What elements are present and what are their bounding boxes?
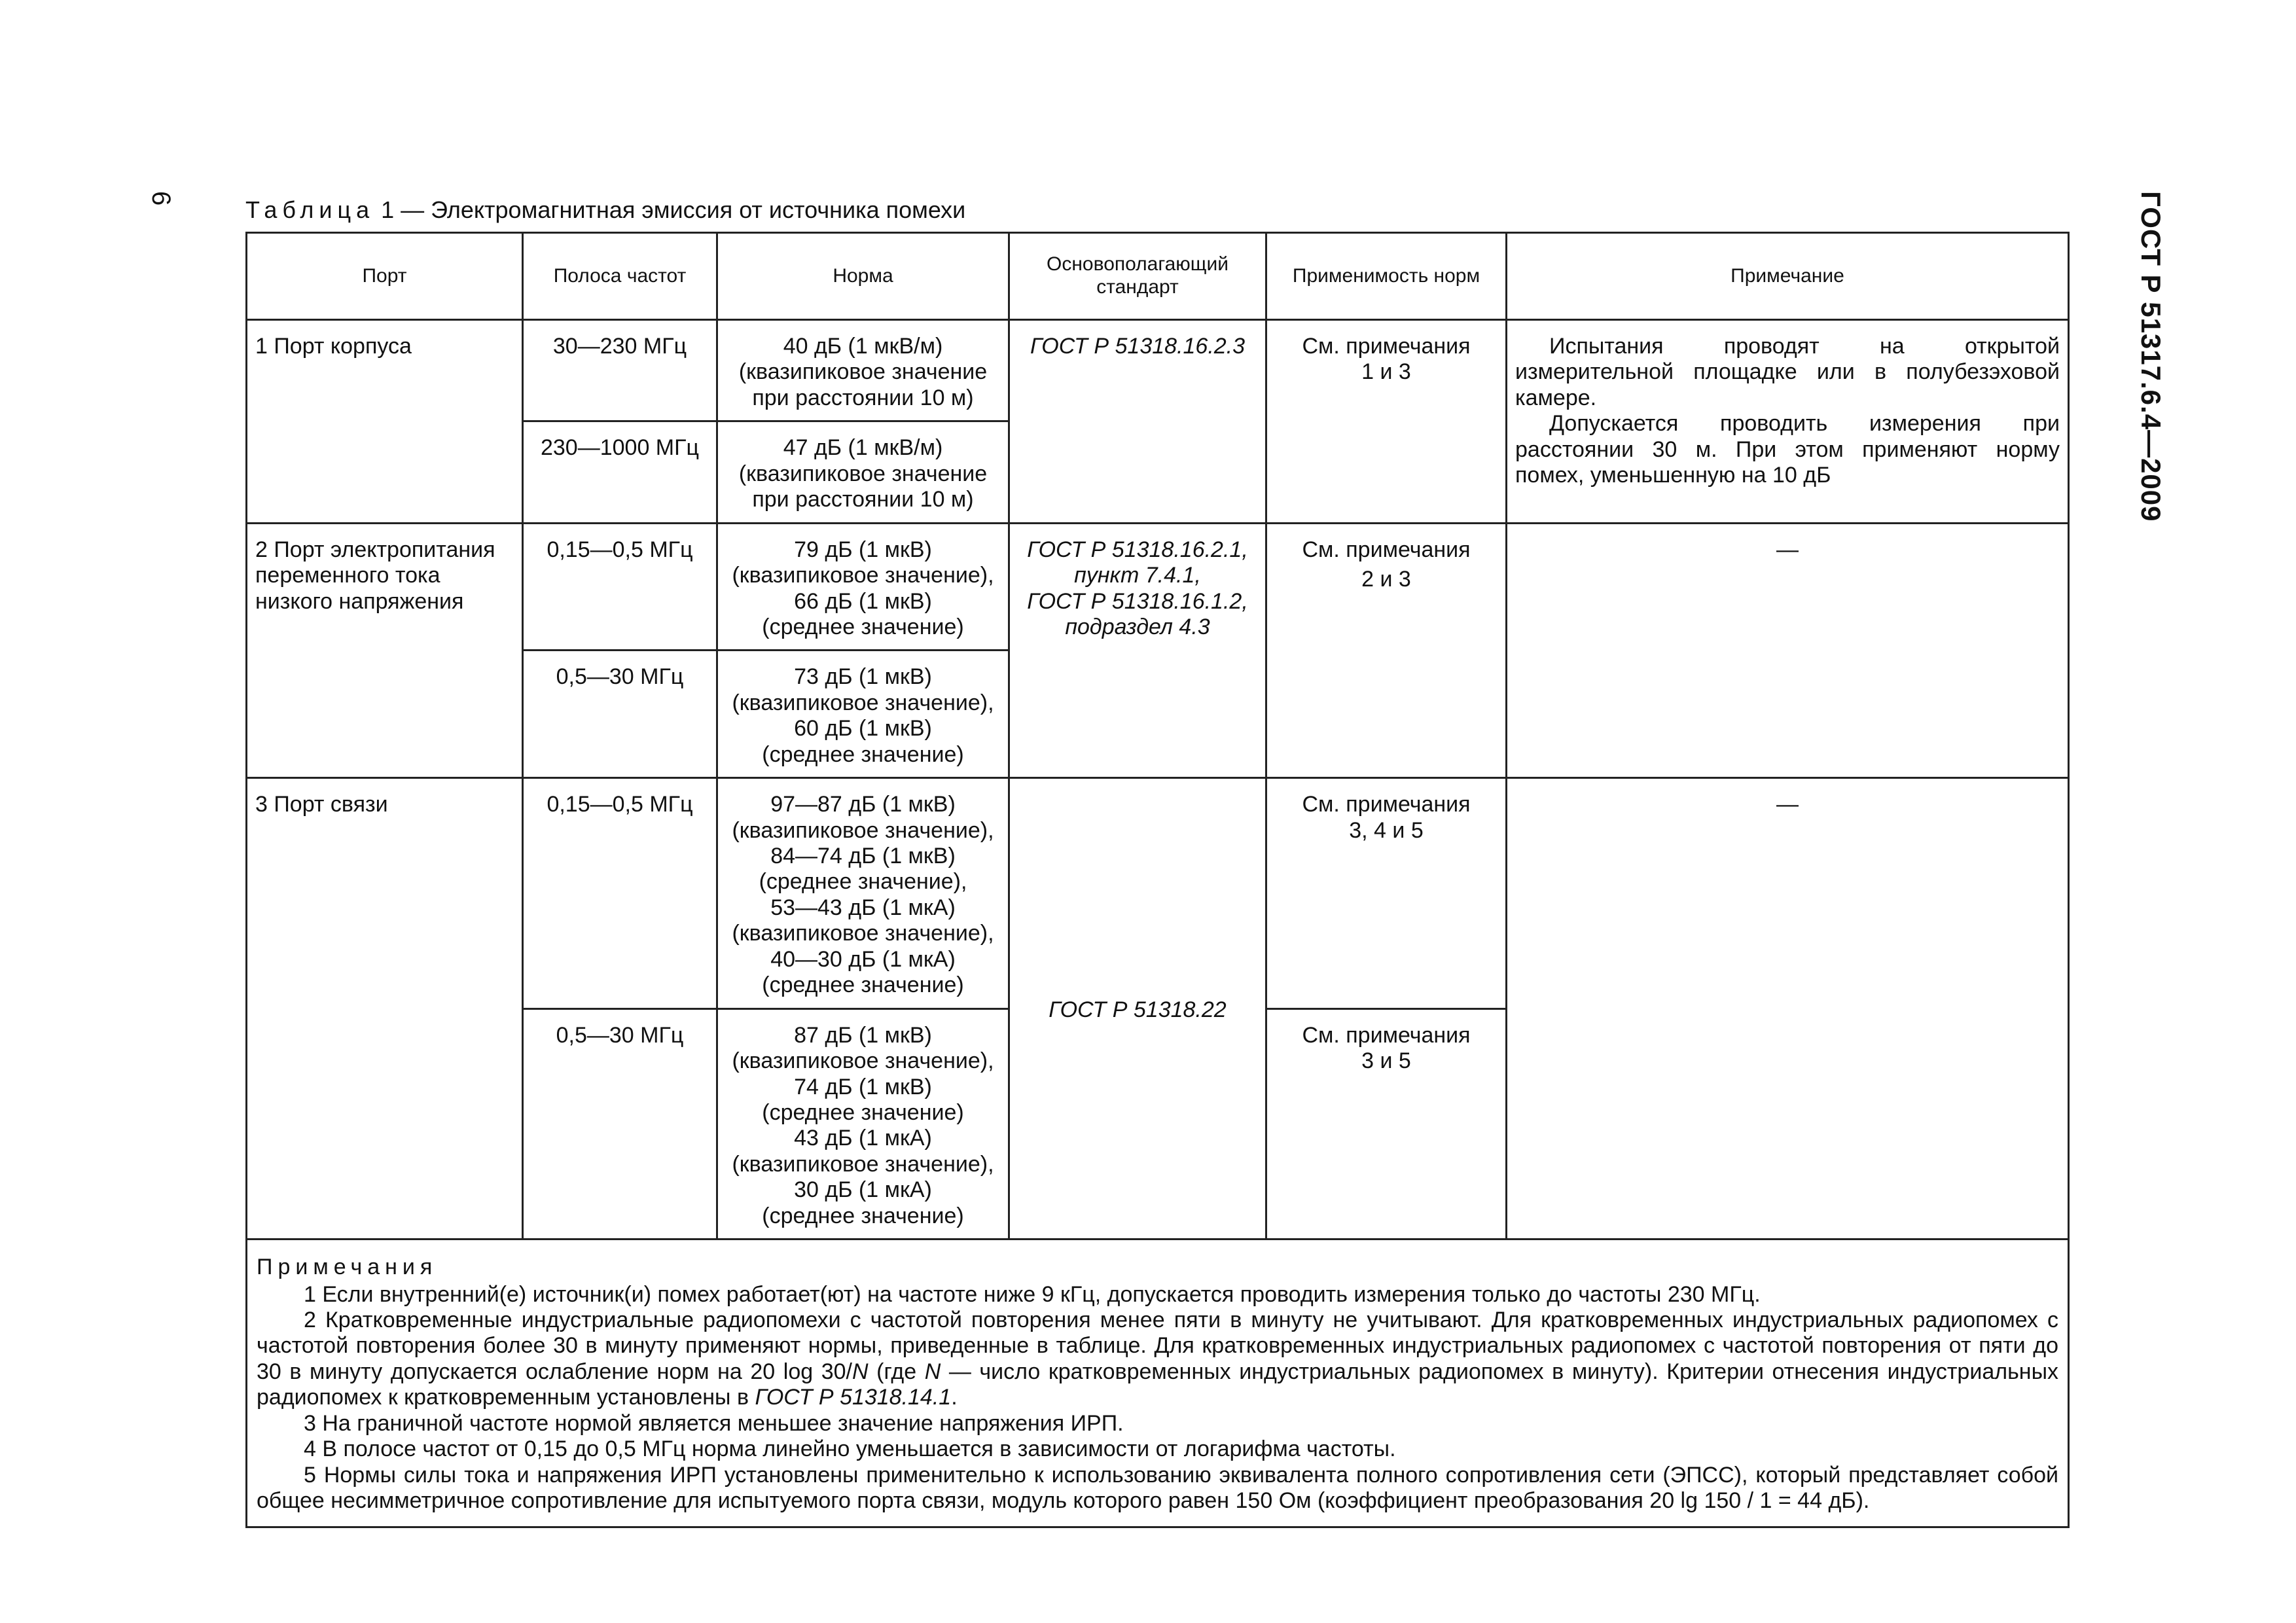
- cell-norm: 47 дБ (1 мкВ/м) (квазипиковое значение при расстоянии 10 м): [717, 421, 1009, 523]
- cell-norm: 73 дБ (1 мкВ) (квазипиковое значение), 60 дБ (1 мкВ) (среднее значение): [717, 651, 1009, 778]
- note-3: 3 На граничной частоте нормой является меньшее значение напряжения ИРП.: [304, 1410, 1124, 1436]
- notes-row: [247, 1240, 2069, 1527]
- cell-standard: ГОСТ Р 51318.16.2.3: [1009, 320, 1266, 524]
- notes-block: [247, 1240, 2069, 1527]
- header-applicability: Применимость норм: [1266, 233, 1507, 320]
- header-norm: Норма: [717, 233, 1009, 320]
- note-5: 5 Нормы силы тока и напряжения ИРП установлены применительно к использованию эквивалента полного сопротивления сети (ЭПСС), который представляет собой общее несимметричное сопротивление для испытуемого порта связи, модуль которого равен 150 Ом (коэффициент преобразования 20 lg 150 / 1 = 44 дБ).: [257, 1462, 2058, 1514]
- caption-text: 1 — Электромагнитная эмиссия от источника помехи: [374, 196, 966, 223]
- caption-word: Таблица: [245, 196, 375, 223]
- cell-band: 230—1000 МГц: [523, 421, 717, 523]
- header-band: Полоса частот: [523, 233, 717, 320]
- note-2: 2 Кратковременные индустриальные радиопомехи с частотой повторения менее пяти в минуту не учитывают. Для кратковременных индустриальных радиопомех с частотой повторения более 30 в минуту применяют нормы, приведенные в таблице. Для кратковременных индустриальных радиопомех с частотой повторения от пяти до 30 в минуту допускается ослабление норм на 20 log 30/N (где N — число кратковременных индустриальных радиопомех в минуту). Критерии отнесения индустриальных радиопомех к кратковременным установлены в ГОСТ Р 51318.14.1.: [257, 1308, 2059, 1410]
- table-caption: [245, 196, 965, 224]
- notes-title: Примечания: [257, 1255, 438, 1280]
- header-base-standard: Основополагающий стандарт: [1009, 233, 1266, 320]
- page-number: 6: [147, 191, 175, 206]
- cell-note: —: [1507, 523, 2069, 778]
- table-row: [247, 778, 2069, 1009]
- cell-applicability: См. примечания 2 и 3: [1266, 523, 1507, 778]
- cell-note: Испытания проводят на открытой измерительной площадке или в полубезэховой камере. Допускается проводить измерения при расстоянии 30 м. При этом применяют норму помех, уменьшенную на 10 дБ: [1507, 320, 2069, 524]
- cell-port: 1 Порт корпуса: [247, 320, 523, 524]
- header-port: Порт: [247, 233, 523, 320]
- table-header-row: [247, 233, 2069, 320]
- cell-band: 0,5—30 МГц: [523, 1008, 717, 1240]
- cell-norm: 79 дБ (1 мкВ) (квазипиковое значение), 66 дБ (1 мкВ) (среднее значение): [717, 523, 1009, 651]
- table-row: [247, 320, 2069, 421]
- cell-applicability: См. примечания 3 и 5: [1266, 1008, 1507, 1240]
- cell-applicability: См. примечания 3, 4 и 5: [1266, 778, 1507, 1009]
- standard-identifier: ГОСТ Р 51317.6.4—2009: [2136, 191, 2166, 522]
- emission-table: [245, 232, 2070, 1528]
- cell-standard: ГОСТ Р 51318.16.2.1, пункт 7.4.1, ГОСТ Р 51318.16.1.2, подраздел 4.3: [1009, 523, 1266, 778]
- cell-band: 0,5—30 МГц: [523, 651, 717, 778]
- cell-norm: 87 дБ (1 мкВ) (квазипиковое значение), 74 дБ (1 мкВ) (среднее значение) 43 дБ (1 мкА) (квазипиковое значение), 30 дБ (1 мкА) (среднее значение): [717, 1008, 1009, 1240]
- cell-applicability: См. примечания 1 и 3: [1266, 320, 1507, 524]
- cell-band: 30—230 МГц: [523, 320, 717, 421]
- cell-norm: 40 дБ (1 мкВ/м) (квазипиковое значение при расстоянии 10 м): [717, 320, 1009, 421]
- cell-port: 3 Порт связи: [247, 778, 523, 1240]
- cell-norm: 97—87 дБ (1 мкВ) (квазипиковое значение), 84—74 дБ (1 мкВ) (среднее значение), 53—43 дБ (1 мкА) (квазипиковое значение), 40—30 дБ (1 мкА) (среднее значение): [717, 778, 1009, 1009]
- table-row: [247, 523, 2069, 651]
- header-note: Примечание: [1507, 233, 2069, 320]
- note-1: 1 Если внутренний(е) источник(и) помех работает(ют) на частоте ниже 9 кГц, допускается проводить измерения только до частоты 230 МГц.: [304, 1281, 1761, 1307]
- cell-note: —: [1507, 778, 2069, 1240]
- cell-band: 0,15—0,5 МГц: [523, 778, 717, 1009]
- note-4: 4 В полосе частот от 0,15 до 0,5 МГц норма линейно уменьшается в зависимости от логарифма частоты.: [304, 1436, 1396, 1462]
- cell-standard: ГОСТ Р 51318.22: [1009, 778, 1266, 1240]
- cell-band: 0,15—0,5 МГц: [523, 523, 717, 651]
- cell-port: 2 Порт электропитания переменного тока низкого напряжения: [247, 523, 523, 778]
